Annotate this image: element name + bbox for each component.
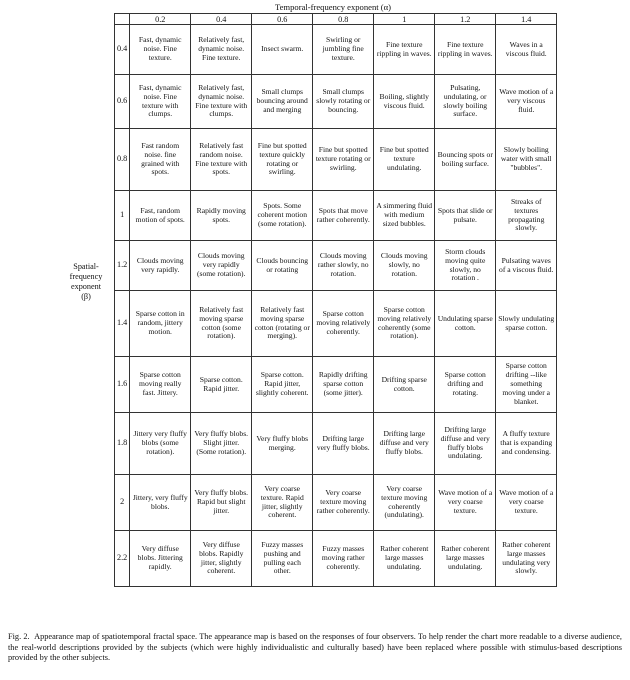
alpha-header: 0.8 [313,14,374,25]
table-cell: Drifting large very fluffy blobs. [313,413,374,475]
table-row [115,357,557,413]
table-cell: Clouds bouncing or rotating [252,241,313,291]
table-cell: Fast, dynamic noise. Fine texture. [130,25,191,75]
table-cell: Very diffuse blobs. Jittering rapidly. [130,531,191,587]
table-cell: Very fluffy blobs. Slight jitter. (Some rotation). [191,413,252,475]
table-cell: Waves in a viscous fluid. [496,25,557,75]
table-cell: Sparse cotton. Rapid jitter, slightly coherent. [252,357,313,413]
table-cell: Insect swarm. [252,25,313,75]
table-cell: Slowly boiling water with small "bubbles". [496,129,557,191]
side-axis-label-line: (β) [81,292,91,301]
table-cell: Relatively fast, dynamic noise. Fine texture with clumps. [191,75,252,129]
table-cell: Rapidly drifting sparse cotton (some jitter). [313,357,374,413]
table-cell: Relatively fast random noise. Fine texture with spots. [191,129,252,191]
table-row [115,291,557,357]
table-row [115,531,557,587]
table-cell: Spots that slide or pulsate. [435,191,496,241]
table-cell: Drifting large diffuse and very fluffy blobs. [374,413,435,475]
beta-header: 0.8 [115,129,130,191]
table-cell: Boiling, slightly viscous fluid. [374,75,435,129]
table-cell: Rather coherent large masses undulating. [435,531,496,587]
table-cell: Drifting large diffuse and very fluffy blobs undulating. [435,413,496,475]
header-corner [115,14,130,25]
table-cell: Sparse cotton in random, jittery motion. [130,291,191,357]
table-cell: Fuzzy masses moving rather coherently. [313,531,374,587]
table-cell: Rather coherent large masses undulating very slowly. [496,531,557,587]
table-cell: Small clumps bouncing around and merging [252,75,313,129]
table-cell: Fine but spotted texture rotating or swirling. [313,129,374,191]
alpha-header: 1 [374,14,435,25]
table-cell: Streaks of textures propagating slowly. [496,191,557,241]
table-cell: Sparse cotton drifting and rotating. [435,357,496,413]
table-cell: Jittery very fluffy blobs (some rotation). [130,413,191,475]
side-axis-label [60,262,112,302]
top-axis-label: Temporal-frequency exponent (α) [274,2,392,12]
table-cell: Fast random noise. fine grained with spots. [130,129,191,191]
table-cell: Undulating sparse cotton. [435,291,496,357]
alpha-header-row [115,14,557,25]
beta-header: 1 [115,191,130,241]
side-axis-label-line: Spatial- [73,262,99,271]
table-cell: Sparse cotton drifting --like something moving under a blanket. [496,357,557,413]
table-cell: Fine texture rippling in waves. [435,25,496,75]
table-cell: Very coarse texture moving coherently (undulating). [374,475,435,531]
side-axis-label-line: exponent [70,282,101,291]
table-cell: A simmering fluid with medium sized bubbles. [374,191,435,241]
table-cell: Wave motion of a very coarse texture. [435,475,496,531]
beta-header: 2 [115,475,130,531]
table-cell: Very diffuse blobs. Rapidly jitter, slightly coherent. [191,531,252,587]
table-cell: Swirling or jumbling fine texture. [313,25,374,75]
table-cell: Sparse cotton moving really fast. Jittery. [130,357,191,413]
table-cell: Rather coherent large masses undulating. [374,531,435,587]
table-cell: Fuzzy masses pushing and pulling each other. [252,531,313,587]
appearance-map-table [114,13,557,587]
table-cell: Fast, dynamic noise. Fine texture with clumps. [130,75,191,129]
table-cell: Storm clouds moving quite slowly, no rotation . [435,241,496,291]
table-cell: Wave motion of a very coarse texture. [496,475,557,531]
alpha-header: 0.4 [191,14,252,25]
table-cell: Fast, random motion of spots. [130,191,191,241]
table-cell: Very fluffy blobs merging. [252,413,313,475]
alpha-header: 0.2 [130,14,191,25]
table-cell: Pulsating, undulating, or slowly boiling surface. [435,75,496,129]
beta-header: 0.4 [115,25,130,75]
table-cell: Wave motion of a very viscous fluid. [496,75,557,129]
table-cell: Very fluffy blobs. Rapid but slight jitter. [191,475,252,531]
table-cell: Drifting sparse cotton. [374,357,435,413]
alpha-header: 1.4 [496,14,557,25]
table-row [115,25,557,75]
table-row [115,241,557,291]
table-row [115,475,557,531]
table-cell: Relatively fast, dynamic noise. Fine texture. [191,25,252,75]
table-row [115,75,557,129]
beta-header: 1.8 [115,413,130,475]
table-cell: Spots that move rather coherently. [313,191,374,241]
table-cell: Slowly undulating sparse cotton. [496,291,557,357]
table-row [115,129,557,191]
table-cell: Clouds moving very rapidly (some rotation). [191,241,252,291]
table-cell: Clouds moving very rapidly. [130,241,191,291]
beta-header: 1.4 [115,291,130,357]
table-row [115,191,557,241]
table-cell: Relatively fast moving sparse cotton (rotating or merging). [252,291,313,357]
table-cell: Sparse cotton moving relatively coherently (some rotation). [374,291,435,357]
caption-label: Fig. 2. [8,632,30,641]
table-cell: Fine but spotted texture undulating. [374,129,435,191]
table-cell: Jittery, very fluffy blobs. [130,475,191,531]
figure-caption [8,632,622,664]
table-cell: Relatively fast moving sparse cotton (some rotation). [191,291,252,357]
table-cell: Spots. Some coherent motion (some rotation). [252,191,313,241]
beta-header: 1.6 [115,357,130,413]
table-cell: Very coarse texture moving rather coherently. [313,475,374,531]
table-cell: Clouds moving slowly, no rotation. [374,241,435,291]
table-cell: Clouds moving rather slowly, no rotation. [313,241,374,291]
table-cell: Very coarse texture. Rapid jitter, slightly coherent. [252,475,313,531]
table-row [115,413,557,475]
table-cell: Sparse cotton moving relatively coherently. [313,291,374,357]
alpha-header: 0.6 [252,14,313,25]
table-cell: A fluffy texture that is expanding and condensing. [496,413,557,475]
table-cell: Fine texture rippling in waves. [374,25,435,75]
table-cell: Sparse cotton. Rapid jitter. [191,357,252,413]
caption-text: Appearance map of spatiotemporal fractal space. The appearance map is based on the responses of four observers. To help render the chart more readable to a diverse audience, the real-world descriptions provided by the subjects (which were highly individualistic and culturally based) have been replaced where possible with stimulus-based descriptions provided by the other subjects. [8,632,622,663]
side-axis-label-line: frequency [69,272,103,281]
beta-header: 2.2 [115,531,130,587]
beta-header: 0.6 [115,75,130,129]
table-cell: Pulsating waves of a viscous fluid. [496,241,557,291]
table-cell: Fine but spotted texture quickly rotating or swirling. [252,129,313,191]
beta-header: 1.2 [115,241,130,291]
alpha-header: 1.2 [435,14,496,25]
table-cell: Small clumps slowly rotating or bouncing. [313,75,374,129]
table-cell: Rapidly moving spots. [191,191,252,241]
table-cell: Bouncing spots or boiling surface. [435,129,496,191]
